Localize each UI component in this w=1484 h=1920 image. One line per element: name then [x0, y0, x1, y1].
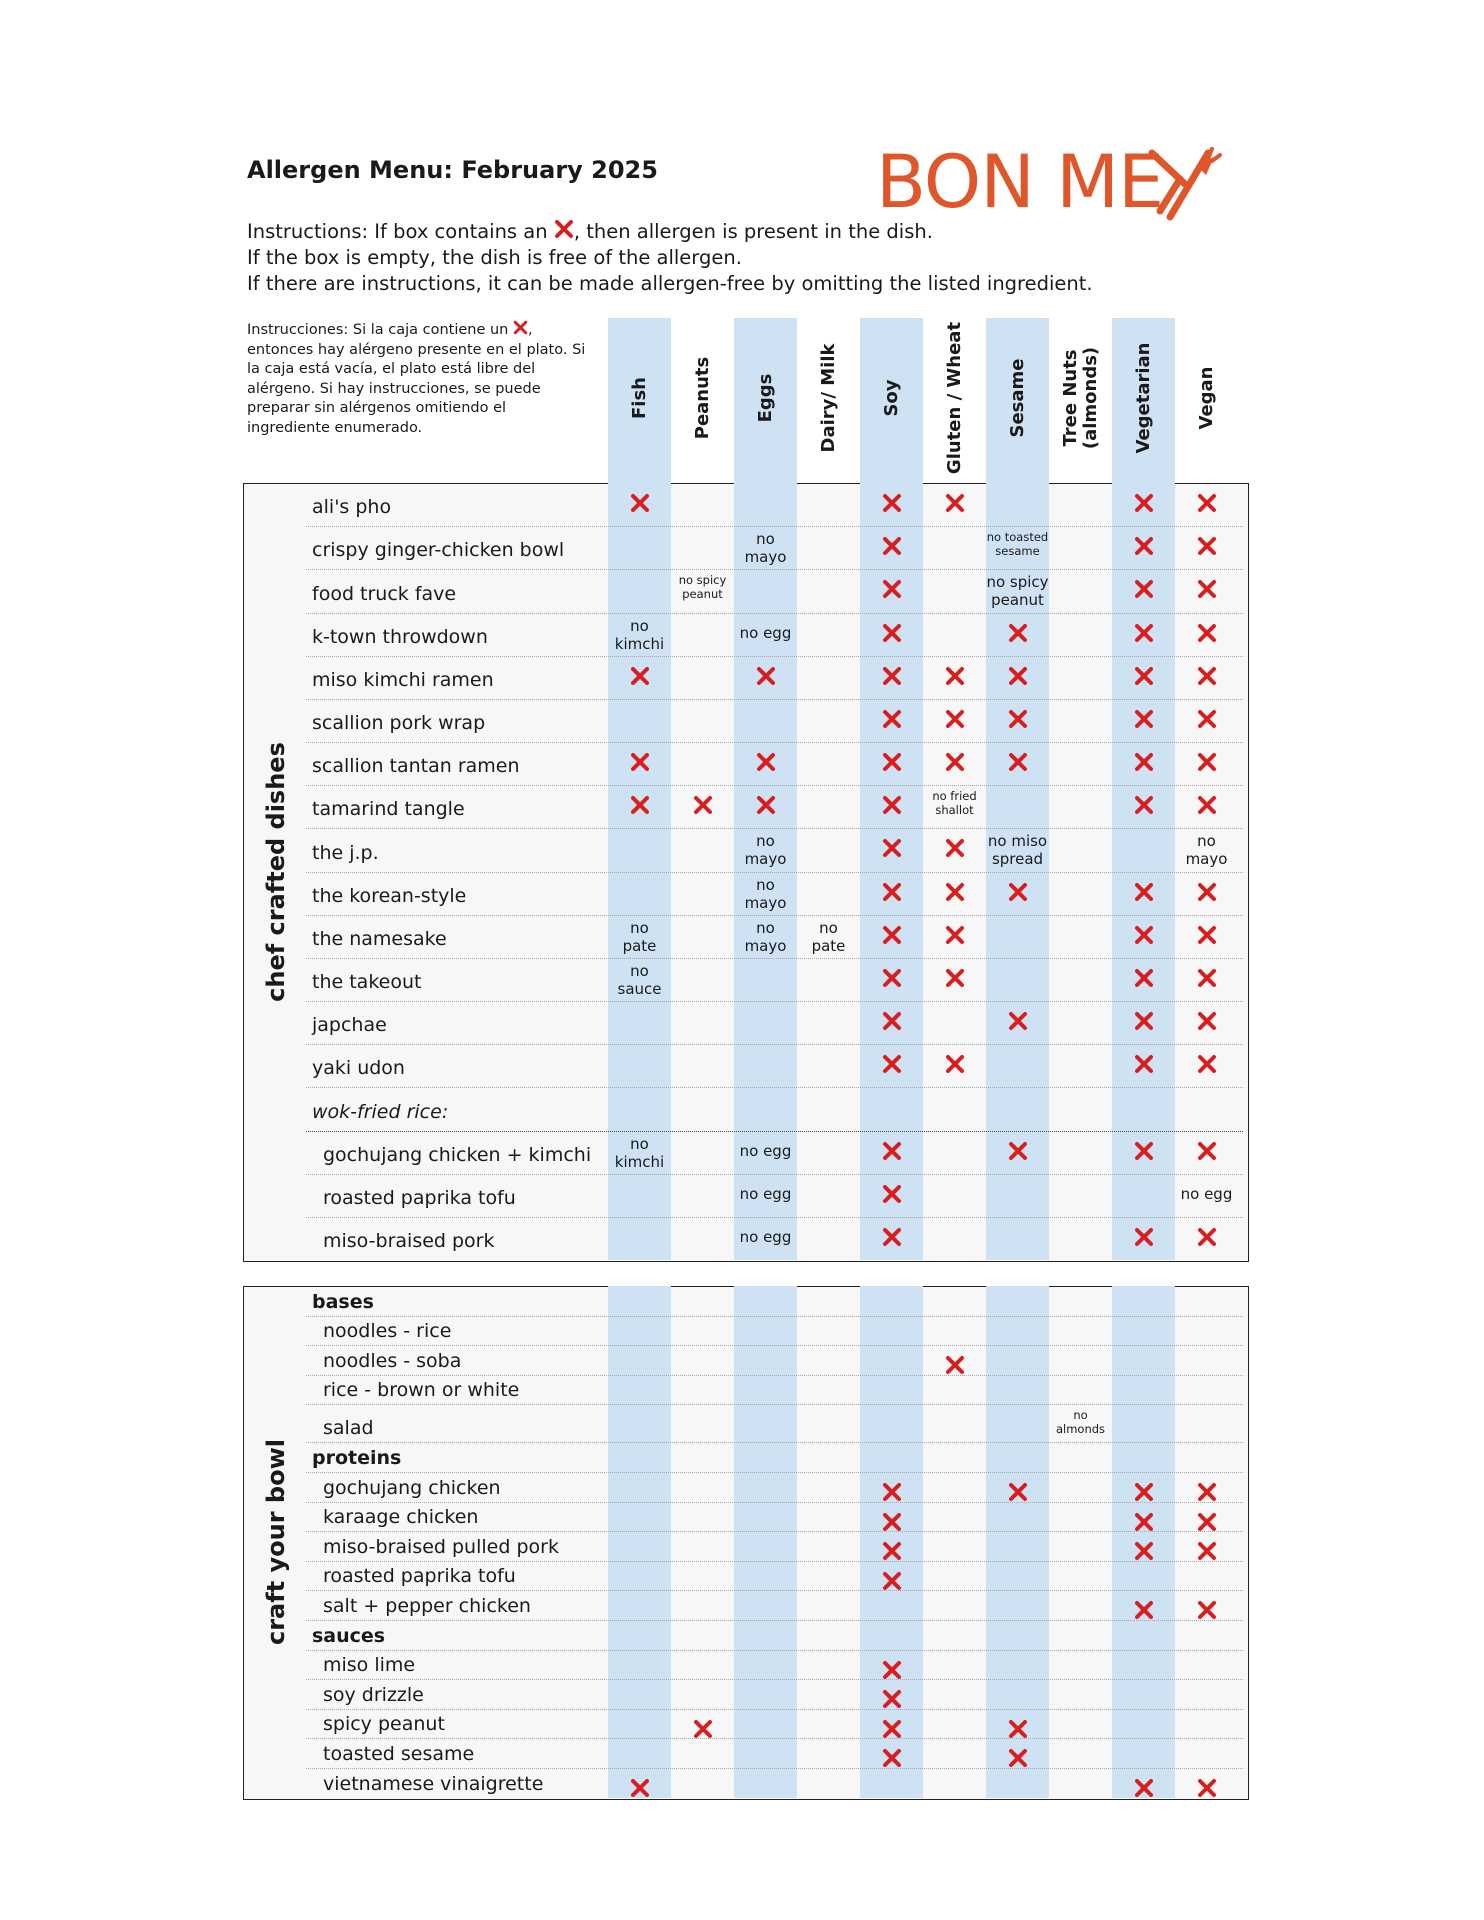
allergen-x-mark — [882, 1011, 902, 1031]
allergen-x-mark — [1197, 1512, 1217, 1532]
allergen-x-mark — [882, 623, 902, 643]
allergen-note: no egg — [739, 623, 792, 642]
allergen-x-mark — [882, 493, 902, 513]
allergen-note: no egg — [739, 1227, 792, 1246]
allergen-x-mark — [1197, 1778, 1217, 1798]
allergen-x-mark — [1197, 1227, 1217, 1247]
row-divider — [306, 1472, 1243, 1473]
allergen-x-mark — [1008, 1748, 1028, 1768]
row-divider — [306, 1442, 1243, 1443]
allergen-note: no fried shallot — [932, 789, 977, 818]
allergen-note: no mayo — [1185, 832, 1228, 869]
column-header-tree-nuts-almonds — [1049, 318, 1112, 478]
row-divider — [306, 613, 1243, 614]
allergen-x-mark — [1134, 968, 1154, 988]
instructions-line1-start: Instructions: If box contains an — [247, 220, 554, 243]
menu-item-name: salad — [323, 1417, 374, 1440]
row-divider — [306, 742, 1243, 743]
allergen-x-mark — [756, 795, 776, 815]
allergen-note: no egg — [739, 1141, 792, 1160]
column-header-label: Vegetarian — [1132, 342, 1154, 454]
allergen-x-mark — [1134, 1227, 1154, 1247]
allergen-x-mark — [882, 795, 902, 815]
allergen-x-mark — [630, 752, 650, 772]
section-label: chef crafted dishes — [262, 741, 290, 1002]
row-divider — [306, 872, 1243, 873]
allergen-note: no egg — [739, 1184, 792, 1203]
allergen-x-mark — [945, 882, 965, 902]
allergen-x-mark — [1008, 752, 1028, 772]
row-divider — [306, 1650, 1243, 1651]
allergen-x-mark — [882, 666, 902, 686]
allergen-x-mark — [1197, 579, 1217, 599]
row-divider — [306, 1217, 1243, 1218]
row-divider — [306, 1345, 1243, 1346]
menu-item-name: roasted paprika tofu — [323, 1186, 516, 1209]
allergen-x-mark — [945, 1355, 965, 1375]
allergen-x-mark — [882, 1660, 902, 1680]
row-divider — [306, 1620, 1243, 1621]
instructions-es-end: , entonces hay alérgeno presente en el plato. Si la caja está vacía, el plato está libre del alérgeno. Si hay instrucciones, se puede preparar sin alérgenos omitiendo el ingrediente enumerado. — [247, 322, 586, 436]
allergen-x-mark — [1134, 579, 1154, 599]
category-heading: sauces — [312, 1624, 386, 1647]
menu-item-name: salt + pepper chicken — [323, 1595, 531, 1617]
row-divider — [306, 1087, 1243, 1088]
allergen-x-mark — [945, 709, 965, 729]
row-divider — [306, 1502, 1243, 1503]
section-label: craft your bowl — [262, 1438, 290, 1646]
allergen-x-mark — [882, 1141, 902, 1161]
row-divider — [306, 1768, 1243, 1769]
column-header-label: Peanuts — [691, 356, 713, 440]
column-header-label: Gluten / Wheat — [943, 321, 965, 475]
allergen-x-mark — [882, 1227, 902, 1247]
allergen-x-mark — [945, 666, 965, 686]
column-header-vegan — [1175, 318, 1238, 478]
column-header-peanuts — [671, 318, 734, 478]
menu-item-name: gochujang chicken + kimchi — [323, 1143, 592, 1166]
row-divider — [306, 1561, 1243, 1562]
menu-item-name: scallion tantan ramen — [312, 755, 520, 778]
allergen-x-mark — [630, 493, 650, 513]
x-mark-icon — [513, 320, 528, 335]
allergen-note: no spicy peanut — [986, 573, 1049, 610]
allergen-x-mark — [1134, 1482, 1154, 1502]
allergen-x-mark — [882, 925, 902, 945]
allergen-x-mark — [882, 1748, 902, 1768]
menu-item-name: the takeout — [312, 971, 422, 993]
row-divider — [306, 828, 1243, 829]
allergen-note: no mayo — [744, 875, 787, 912]
allergen-x-mark — [882, 1184, 902, 1204]
allergen-x-mark — [882, 1719, 902, 1739]
row-divider — [306, 1001, 1243, 1002]
allergen-x-mark — [1134, 1512, 1154, 1532]
menu-item-name: gochujang chicken — [323, 1476, 501, 1499]
column-header-label: Vegan — [1195, 366, 1217, 430]
allergen-x-mark — [882, 709, 902, 729]
column-header-label: Dairy/ Milk — [817, 343, 839, 453]
category-heading: proteins — [312, 1447, 402, 1469]
allergen-x-mark — [1197, 1141, 1217, 1161]
allergen-x-mark — [1008, 709, 1028, 729]
allergen-x-mark — [882, 579, 902, 599]
row-divider — [306, 958, 1243, 959]
row-divider — [306, 915, 1243, 916]
allergen-x-mark — [756, 752, 776, 772]
row-divider — [306, 656, 1243, 657]
allergen-x-mark — [1197, 1054, 1217, 1074]
allergen-x-mark — [1197, 1541, 1217, 1561]
column-header-label: Tree Nuts (almonds) — [1059, 346, 1101, 450]
allergen-x-mark — [1197, 968, 1217, 988]
allergen-x-mark — [1134, 1541, 1154, 1561]
row-divider — [306, 699, 1243, 700]
row-divider — [306, 1531, 1243, 1532]
allergen-x-mark — [630, 666, 650, 686]
row-divider — [306, 1738, 1243, 1739]
instructions-es-start: Instrucciones: Si la caja contiene un — [247, 322, 513, 338]
row-divider — [306, 1044, 1243, 1045]
row-divider — [306, 1590, 1243, 1591]
menu-item-name: roasted paprika tofu — [323, 1565, 516, 1588]
menu-item-name: rice - brown or white — [323, 1379, 520, 1402]
row-divider — [306, 785, 1243, 786]
instructions-line3: If there are instructions, it can be made allergen-free by omitting the listed ingredient. — [247, 272, 1093, 295]
allergen-x-mark — [945, 968, 965, 988]
allergen-note: no pate — [811, 918, 846, 955]
allergen-x-mark — [1134, 752, 1154, 772]
allergen-x-mark — [1197, 1600, 1217, 1620]
allergen-x-mark — [882, 882, 902, 902]
page-title: Allergen Menu: February 2025 — [247, 156, 658, 184]
menu-item-name: miso-braised pork — [323, 1230, 495, 1252]
menu-item-name: noodles - rice — [323, 1320, 452, 1343]
allergen-note: no egg — [1180, 1184, 1233, 1203]
allergen-x-mark — [1008, 1141, 1028, 1161]
allergen-x-mark — [945, 838, 965, 858]
column-header-dairy-milk — [797, 318, 860, 478]
allergen-x-mark — [1197, 795, 1217, 815]
instructions-line1-end: , then allergen is present in the dish. — [573, 220, 933, 243]
allergen-x-mark — [1197, 709, 1217, 729]
allergen-note: no mayo — [744, 832, 787, 869]
row-divider — [306, 1375, 1243, 1376]
allergen-x-mark — [945, 1054, 965, 1074]
allergen-x-mark — [1197, 623, 1217, 643]
allergen-x-mark — [1134, 1054, 1154, 1074]
allergen-x-mark — [882, 968, 902, 988]
menu-item-name: noodles - soba — [323, 1349, 462, 1372]
allergen-x-mark — [1134, 882, 1154, 902]
allergen-x-mark — [1008, 882, 1028, 902]
menu-item-name: crispy ginger-chicken bowl — [312, 539, 565, 562]
allergen-x-mark — [756, 666, 776, 686]
allergen-x-mark — [630, 795, 650, 815]
menu-item-name: miso kimchi ramen — [312, 668, 494, 691]
allergen-x-mark — [882, 1054, 902, 1074]
allergen-note: no spicy peanut — [678, 573, 727, 602]
column-header-fish — [608, 318, 671, 478]
menu-item-name: soy drizzle — [323, 1683, 424, 1706]
allergen-x-mark — [945, 925, 965, 945]
allergen-x-mark — [1134, 925, 1154, 945]
allergen-x-mark — [882, 1482, 902, 1502]
allergen-x-mark — [1197, 493, 1217, 513]
allergen-x-mark — [1134, 795, 1154, 815]
allergen-note: no miso spread — [987, 832, 1048, 869]
allergen-note: no kimchi — [614, 1134, 665, 1171]
row-divider — [306, 1709, 1243, 1710]
allergen-x-mark — [1134, 493, 1154, 513]
column-band — [734, 1286, 797, 1798]
allergen-note: no pate — [622, 918, 657, 955]
instructions-english — [247, 219, 1093, 297]
allergen-x-mark — [1197, 1482, 1217, 1502]
allergen-x-mark — [1134, 1141, 1154, 1161]
column-header-label: Soy — [880, 379, 902, 417]
menu-item-name: scallion pork wrap — [312, 712, 486, 734]
allergen-x-mark — [1134, 536, 1154, 556]
row-divider — [306, 1316, 1243, 1317]
row-divider — [306, 1131, 1243, 1132]
menu-item-name: the korean-style — [312, 884, 467, 907]
row-divider — [306, 1404, 1243, 1405]
menu-item-name: tamarind tangle — [312, 798, 465, 821]
allergen-x-mark — [945, 493, 965, 513]
allergen-x-mark — [1008, 1719, 1028, 1739]
allergen-x-mark — [1134, 1600, 1154, 1620]
allergen-x-mark — [1134, 623, 1154, 643]
column-header-label: Eggs — [754, 373, 776, 423]
row-divider — [306, 526, 1243, 527]
allergen-x-mark — [1197, 666, 1217, 686]
column-header-gluten-wheat — [923, 318, 986, 478]
allergen-x-mark — [1134, 1778, 1154, 1798]
allergen-x-mark — [882, 1571, 902, 1591]
menu-item-name: the namesake — [312, 927, 447, 950]
menu-item-name: food truck fave — [312, 582, 457, 605]
carrot-x-icon — [1146, 145, 1226, 223]
allergen-x-mark — [1197, 925, 1217, 945]
column-header-label: Fish — [628, 377, 650, 419]
allergen-x-mark — [630, 1778, 650, 1798]
menu-item-name: miso lime — [323, 1654, 416, 1677]
allergen-x-mark — [1008, 666, 1028, 686]
column-header-label: Sesame — [1006, 358, 1028, 438]
instructions-line2: If the box is empty, the dish is free of the allergen. — [247, 246, 742, 269]
allergen-x-mark — [693, 795, 713, 815]
allergen-x-mark — [882, 1689, 902, 1709]
allergen-note: no sauce — [617, 961, 662, 998]
allergen-x-mark — [1134, 709, 1154, 729]
category-heading: bases — [312, 1290, 374, 1313]
menu-item-name: miso-braised pulled pork — [323, 1535, 559, 1558]
menu-item-name: k-town throwdown — [312, 625, 488, 648]
allergen-x-mark — [882, 838, 902, 858]
allergen-x-mark — [882, 752, 902, 772]
allergen-x-mark — [882, 1541, 902, 1561]
menu-item-name: wok-fried rice: — [312, 1100, 449, 1123]
logo-text: BON ME — [876, 140, 1164, 225]
menu-item-name: japchae — [312, 1014, 387, 1037]
column-band — [608, 1286, 671, 1798]
allergen-x-mark — [1134, 1011, 1154, 1031]
allergen-x-mark — [1008, 623, 1028, 643]
menu-item-name: yaki udon — [312, 1057, 405, 1080]
allergen-x-mark — [1197, 752, 1217, 772]
x-mark-icon — [554, 219, 574, 239]
row-divider — [306, 1174, 1243, 1175]
allergen-x-mark — [693, 1719, 713, 1739]
row-divider — [306, 569, 1243, 570]
allergen-note: no mayo — [744, 918, 787, 955]
allergen-x-mark — [1197, 882, 1217, 902]
menu-item-name: spicy peanut — [323, 1713, 445, 1736]
row-divider — [306, 1679, 1243, 1680]
allergen-note: no mayo — [744, 530, 787, 567]
allergen-x-mark — [1008, 1482, 1028, 1502]
menu-item-name: vietnamese vinaigrette — [323, 1772, 544, 1795]
allergen-x-mark — [945, 752, 965, 772]
allergen-note: no toasted sesame — [986, 530, 1049, 559]
allergen-x-mark — [882, 1512, 902, 1532]
column-header-vegetarian — [1112, 318, 1175, 478]
allergen-note: no almonds — [1055, 1408, 1106, 1437]
brand-logo — [876, 140, 1236, 225]
menu-item-name: ali's pho — [312, 496, 392, 519]
allergen-x-mark — [1197, 536, 1217, 556]
column-header-soy — [860, 318, 923, 478]
allergen-x-mark — [1134, 666, 1154, 686]
allergen-x-mark — [882, 536, 902, 556]
allergen-x-mark — [1197, 1011, 1217, 1031]
instructions-spanish — [247, 320, 592, 438]
column-header-sesame — [986, 318, 1049, 478]
allergen-note: no kimchi — [614, 616, 665, 653]
menu-item-name: toasted sesame — [323, 1743, 475, 1765]
allergen-x-mark — [1008, 1011, 1028, 1031]
menu-item-name: karaage chicken — [323, 1506, 479, 1529]
menu-item-name: the j.p. — [312, 841, 379, 864]
column-header-eggs — [734, 318, 797, 478]
